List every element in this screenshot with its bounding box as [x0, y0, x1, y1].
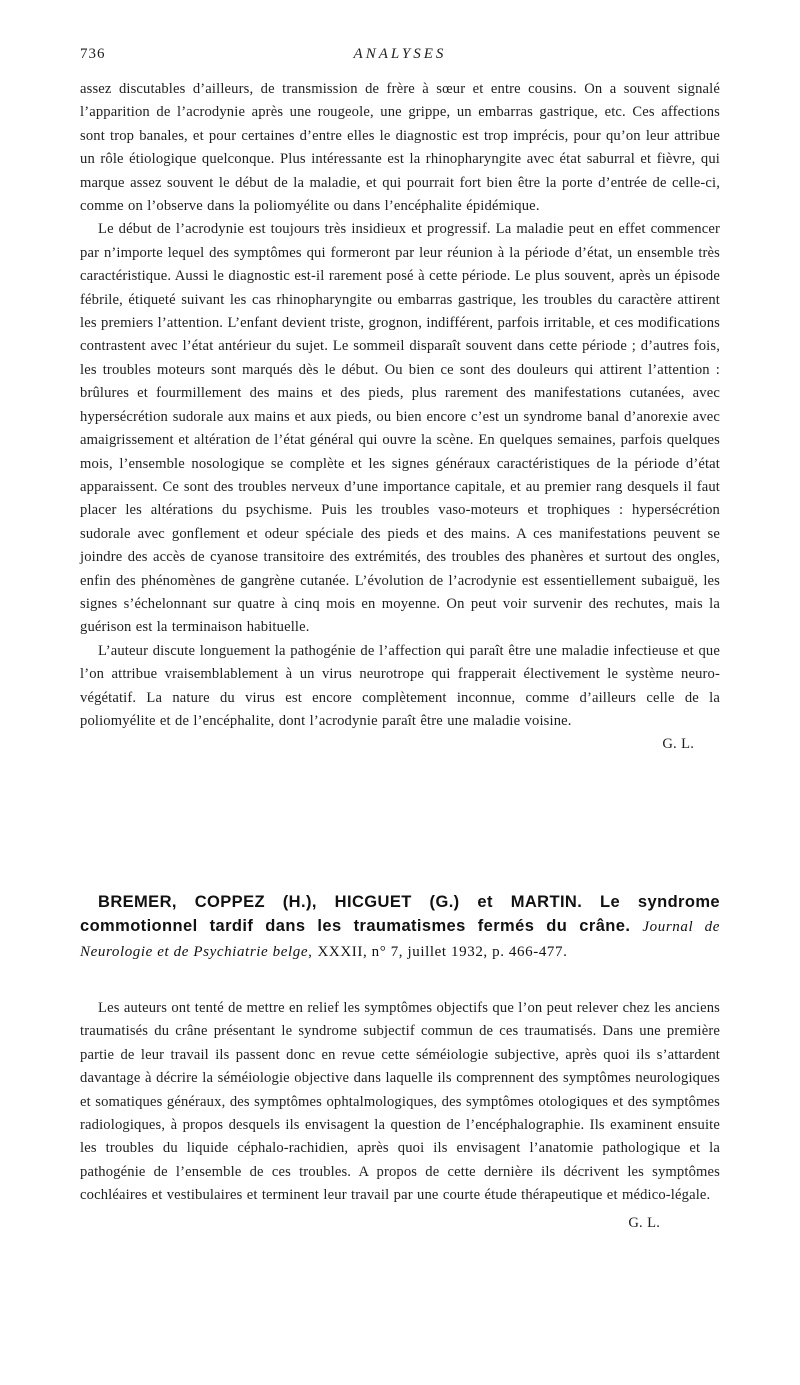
paragraph-pathogenesis: L’auteur discute longuement la pathogénie de l’affection qui paraît être une maladie infectieuse et que l’on attribue vraisemblablement à un virus neurotrope qui frapperait électivement le système neuro-végétatif. La nature du virus est encore complètement inconnue, comme d’ailleurs celle de la poliomyélite et de l’encéphalite, dont l’acrodynie paraît être une maladie voisine. [80, 642, 720, 729]
entry-journal: Journal de Neurologie et de Psychiatrie belge, [80, 919, 721, 960]
entry-authors-title: BREMER, COPPEZ (H.), HICGUET (G.) et MARTIN. Le syndrome commotionnel tardif dans les traumatismes fermés du crâne. [80, 893, 720, 935]
paragraph-onset: Le début de l’acrodynie est toujours très insidieux et progressif. La maladie peut en effet commencer par n’importe lequel des symptômes qui formeront par leur réunion à la période d’état, un ensemble très caractéristique. Aussi le diagnostic est-il rarement posé à cette période. Le plus souvent, après un épisode fébrile, étiqueté suivant les cas rhinopharyngite ou embarras gastrique, les troubles du caractère attirent les premiers l’attention. L’enfant devient triste, grognon, indifférent, parfois irritable, et ces modifications contrastent avec l’état antérieur du sujet. Le sommeil disparaît souvent dans cette période ; d’autres fois, les troubles moteurs sont marqués dès le début. Ou bien ce sont des douleurs qui attirent l’attention : brûlures et fourmillement des mains et des pieds, plus rarement des manifestations cutanées, avec hypersécrétion sudorale aux mains et aux pieds, ou bien encore c’est un syndrome banal d’anorexie avec amaigrissement et altération de l’état général qui ouvre la scène. En quelques semaines, parfois quelques mois, l’ensemble nosologique se complète et les signes généraux caractéristiques de la période d’état apparaissent. Ce sont des troubles nerveux d’une importance capitale, et au premier rang desquels il faut placer les altérations du psychisme. Puis les troubles vaso-moteurs et trophiques : hypersécrétion sudorale avec gonflement et odeur spéciale des pieds et des mains. A ces manifestations peuvent se joindre des accès de cyanose transitoire des extrémités, des troubles des phanères et surtout des ongles, enfin des phénomènes de gangrène cutanée. L’évolution de l’acrodynie est essentiellement subaiguë, les signes s’échelonnant sur quatre à cinq mois en moyenne. On peut voir survenir des rechutes, mais la guérison est la terminaison habituelle. [80, 221, 720, 636]
paragraph-continuation: assez discutables d’ailleurs, de transmission de frère à sœur et entre cousins. On a souvent signalé l’apparition de l’acrodynie après une rougeole, une grippe, un embarras gastrique, etc. Ces affections sont trop banales, et pour certaines d’entre elles le diagnostic est trop imprécis, pour qu’on leur attribue un rôle étiologique quelconque. Plus intéressante est la rhinopharyngite avec état saburral et fièvre, qui marque assez souvent le début de la maladie, et qui pourrait fort bien être la porte d’entrée de celle-ci, comme on l’observe dans la poliomyélite ou dans l’encéphalite épidémique. [80, 81, 720, 215]
bibliographic-entry [80, 890, 720, 964]
entry-reference: XXXII, n° 7, juillet 1932, p. 466-477. [317, 944, 568, 960]
analysis-acrodynie [80, 78, 720, 757]
analysis-syndrome-commotionnel [80, 997, 720, 1235]
page-number: 736 [80, 46, 106, 62]
page-header [80, 46, 720, 66]
running-title: ANALYSES [353, 46, 447, 62]
entry-heading [80, 890, 720, 964]
reviewer-signature: G. L. [662, 736, 694, 753]
paragraph-summary: Les auteurs ont tenté de mettre en relief les symptômes objectifs que l’on peut relever chez les anciens traumatisés du crâne présentant le syndrome subjectif commun de ces traumatisés. Dans une première partie de leur travail ils passent donc en revue cette séméiologie subjective, après quoi ils s’attardent davantage à décrire la séméiologie objective dans laquelle ils comprennent des symptômes neurologiques et somatiques généraux, des symptômes ophtalmologiques, des symptômes otologiques et des symptômes radiologiques, à propos desquels ils envisagent la question de l’encéphalographie. Ils examinent ensuite les troubles du liquide céphalo-rachidien, après quoi ils envisagent l’anatomie pathologique et la pathogénie de l’ensemble de ces troubles. A propos de cette dernière ils décrivent les symptômes cochléaires et vestibulaires et terminent leur travail par une courte étude thérapeutique et médico-légale. [80, 1000, 720, 1204]
reviewer-signature: G. L. [628, 1214, 660, 1231]
